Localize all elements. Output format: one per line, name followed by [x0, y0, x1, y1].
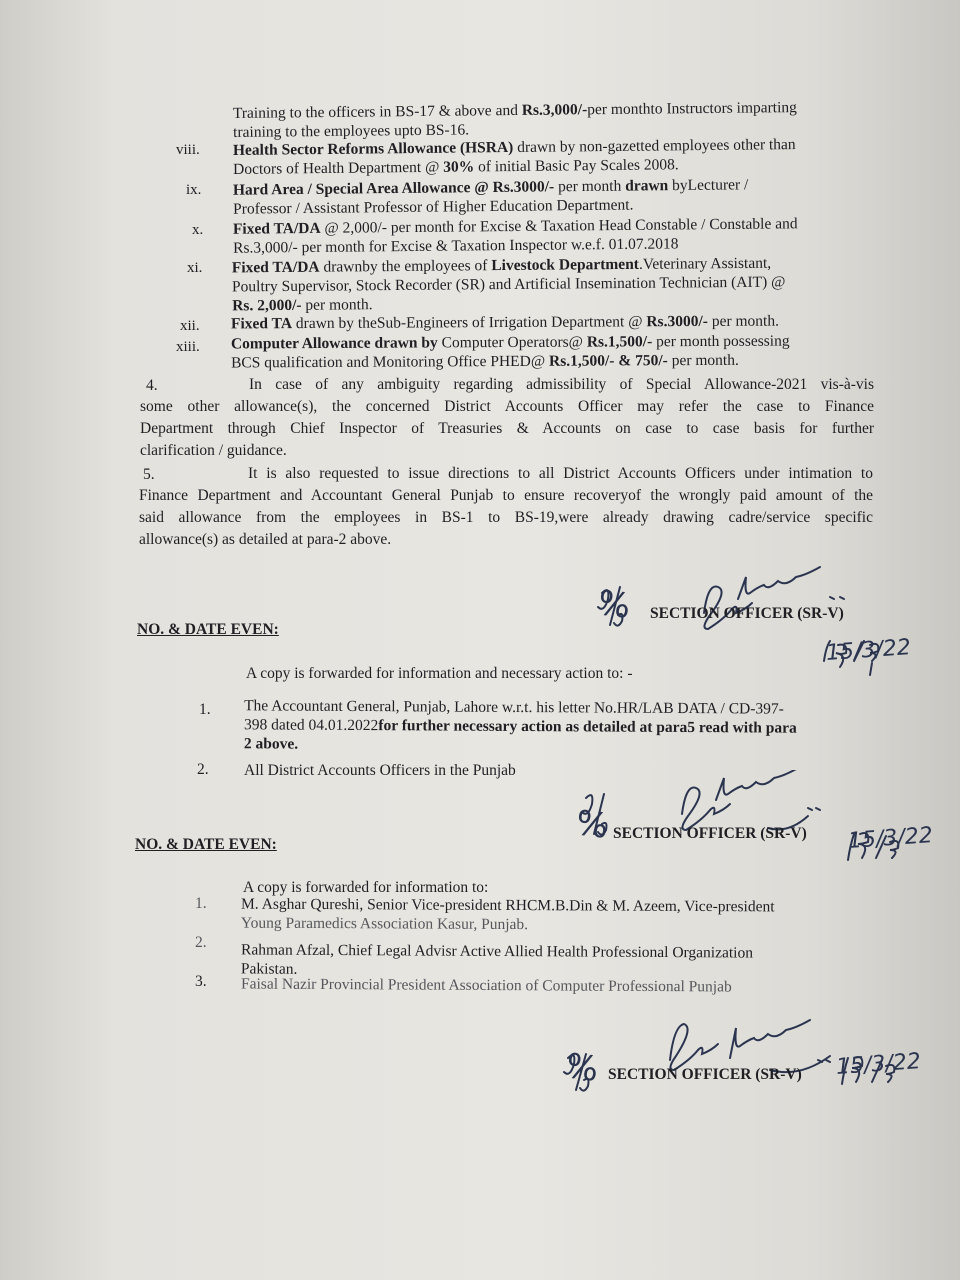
item-number: viii.	[176, 142, 200, 158]
text-run: drawn by theSub-Engineers of Irrigation Department @	[291, 313, 647, 333]
para-line: Finance Department and Accountant General Punjab to ensure recoveryof the wrongly paid amount of the	[139, 487, 873, 504]
text-run: Professor / Assistant Professor of Higher Education Department.	[233, 196, 634, 218]
item-number: 3.	[195, 973, 207, 990]
paragraph-4	[140, 375, 874, 460]
item-number: xii.	[180, 318, 200, 334]
bold-text: Rs.1,500/-	[586, 333, 653, 351]
text-run: per month.	[667, 351, 739, 370]
bold-text: Fixed TA/DA	[232, 219, 321, 238]
para-line: clarification / guidance.	[140, 442, 287, 459]
recipient-line	[244, 734, 797, 756]
item-number: ix.	[186, 182, 202, 198]
bold-text: 30%	[443, 158, 475, 176]
recipient-faisal-nazir	[241, 975, 732, 997]
text-run: BCS qualification and Monitoring Office PHED@	[231, 352, 550, 372]
bold-text: Rs.3000/-	[646, 312, 708, 331]
recipient-accountant-general	[244, 696, 797, 756]
recipient-line	[244, 715, 797, 737]
para-number: 5.	[143, 466, 155, 483]
signature-date: 15/3/22	[847, 823, 934, 854]
bold-text: Fixed TA	[230, 315, 293, 333]
action-text: 2 above.	[243, 735, 299, 753]
item-number: 1.	[195, 895, 207, 912]
text-run: Rs.3,000/- per month for Excise & Taxation Inspector w.e.f. 01.07.2018	[233, 235, 679, 257]
text-run: of initial Basic Pay Scales 2008.	[474, 156, 679, 176]
paragraph-5	[139, 464, 873, 549]
para-line: In case of any ambiguity regarding admissibility of Special Allowance-2021 vis-à-vis	[249, 376, 874, 393]
text-run: Poultry Supervisor, Stock Recorder (SR) and Artificial Insemination Technician (AIT) @	[231, 273, 786, 296]
recipient-line: Pakistan.	[240, 960, 298, 978]
section-officer-title: SECTION OFFICER (SR-V)	[608, 1066, 802, 1083]
text-run: .Veterinary Assistant,	[638, 254, 772, 273]
text-run: drawn by non-gazetted employees other than	[513, 136, 796, 157]
item-number: 2.	[197, 761, 209, 778]
allowance-item-computer	[231, 332, 790, 373]
allowance-item-livestock	[232, 254, 786, 316]
item-number: xiii.	[176, 339, 200, 355]
section-officer-title: SECTION OFFICER (SR-V)	[650, 605, 844, 622]
bold-text: Health Sector Reforms Allowance (HSRA)	[232, 139, 514, 159]
text-run: per month.	[301, 296, 373, 314]
bold-text: Fixed TA/DA	[231, 258, 320, 277]
text-run: byLecturer /	[668, 176, 749, 195]
para-line: some other allowance(s), the concerned District Accounts Officer may refer the case to Finance	[140, 398, 874, 415]
action-text: for further necessary action as detailed at para5 read with para	[378, 717, 797, 737]
bold-text: drawn	[625, 177, 669, 195]
allowance-item-excise	[233, 214, 798, 257]
text-run: per monthto Instructors imparting	[587, 99, 797, 119]
signature-date: 15/3/22	[825, 635, 912, 666]
text-run: per month possessing	[652, 332, 790, 351]
oc-mark: %	[595, 582, 633, 628]
allowance-item-hard-area	[233, 175, 749, 218]
recipient-line: M. Asghar Qureshi, Senior Vice-president RHCM.B.Din & M. Azeem, Vice-president	[241, 895, 775, 916]
allowance-item-irrigation	[231, 312, 779, 334]
copy-forward-intro: A copy is forwarded for information to:	[243, 879, 489, 896]
bold-text: Computer Allowance drawn by	[230, 334, 438, 353]
bold-text: Hard Area / Special Area Allowance @ Rs.3000/-	[232, 178, 555, 199]
letter-date-text: 398 dated 04.01.2022	[243, 716, 379, 735]
para-line: Department through Chief Inspector of Treasuries & Accounts on case to case basis for further	[140, 420, 874, 437]
item-number: 2.	[195, 934, 207, 951]
text-run: per month	[554, 177, 626, 196]
recipient-asghar-qureshi	[241, 895, 775, 936]
recipient-line: The Accountant General, Punjab, Lahore w.r.t. his letter No.HR/LAB DATA / CD-397-	[244, 697, 784, 718]
section-officer-title: SECTION OFFICER (SR-V)	[613, 825, 807, 842]
item-number: xi.	[187, 260, 203, 276]
recipient-line: Faisal Nazir Provincial President Association of Computer Professional Punjab	[240, 975, 732, 996]
para-line: said allowance from the employees in BS-1 to BS-19,were already drawing cadre/service specific	[139, 509, 873, 526]
signature-date: 15/3/22	[835, 1049, 922, 1080]
text-run: Training to the officers in BS-17 & above and	[232, 101, 522, 122]
recipient-line: Young Paramedics Association Kasur, Punjab.	[240, 914, 529, 934]
text-run: Doctors of Health Department @	[233, 158, 444, 178]
allowance-item-hsra	[233, 135, 796, 179]
bold-text: Rs. 2,000/-	[232, 296, 302, 315]
text-run: @ 2,000/- per month for Excise & Taxation Head Constable / Constable and	[320, 215, 798, 237]
section-heading: NO. & DATE EVEN:	[137, 621, 279, 638]
item-number: x.	[192, 222, 204, 238]
item-line	[231, 312, 779, 334]
copy-forward-intro: A copy is forwarded for information and necessary action to: -	[246, 665, 633, 682]
bold-text: Livestock Department	[491, 255, 640, 275]
bold-text: Rs.1,500/- & 750/-	[548, 352, 668, 370]
recipient-district-accounts: All District Accounts Officers in the Punjab	[244, 762, 516, 779]
para-line: It is also requested to issue directions to all District Accounts Officers under intimation to	[248, 465, 873, 482]
bold-text: Rs.3,000/-	[521, 101, 588, 119]
handwritten-signature	[592, 565, 912, 685]
item-line	[231, 351, 790, 373]
text-run: per month.	[707, 312, 779, 330]
text-run: training to the employees upto BS-16.	[233, 121, 470, 141]
section-heading: NO. & DATE EVEN:	[135, 836, 277, 853]
para-line: allowance(s) as detailed at para-2 above.	[139, 531, 392, 548]
para-number: 4.	[146, 377, 158, 394]
oc-mark: %	[573, 802, 611, 848]
item-number: 1.	[199, 701, 211, 718]
text-run: Computer Operators@	[437, 333, 587, 352]
recipient-line: Rahman Afzal, Chief Legal Advisr Active Allied Health Professional Organization	[241, 941, 754, 962]
text-run: drawnby the employees of	[319, 257, 492, 276]
oc-mark: %	[563, 1045, 601, 1091]
